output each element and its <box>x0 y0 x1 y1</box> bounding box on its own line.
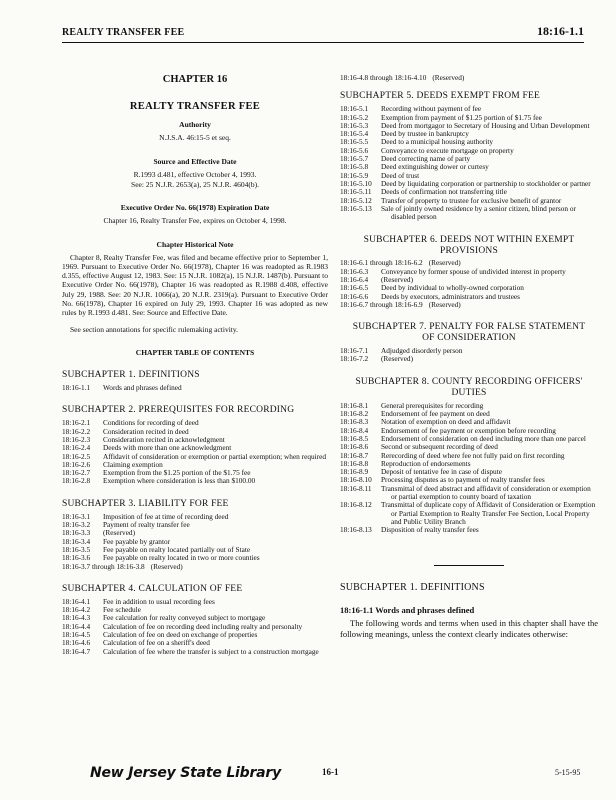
toc-entry-title: Deeds with more than one acknowledgment <box>103 443 232 453</box>
toc-entry-title: Recording without payment of fee <box>381 104 482 114</box>
right-column <box>340 74 598 640</box>
toc-entry-number: 18:16-3.6 <box>62 553 91 563</box>
toc-entry-number: 18:16-6.1 through 18:16-6.2 <box>340 258 423 268</box>
toc-entry-number: 18:16-8.4 <box>340 425 369 435</box>
left-column <box>62 74 328 656</box>
toc-entry <box>340 347 598 355</box>
toc-entry-number: 18:16-2.6 <box>62 459 91 469</box>
eo-text: Chapter 16, Realty Transfer Fee, expires on October 4, 1998. <box>103 216 287 226</box>
toc-entry-number: 18:16-8.1 <box>340 400 369 410</box>
toc-subchapter-3-title: SUBCHAPTER 3. LIABILITY FOR FEE <box>62 498 229 509</box>
chapter-number: CHAPTER 16 <box>162 74 228 85</box>
toc-entry-number: 18:16-8.6 <box>340 442 369 452</box>
toc-entry <box>340 355 598 363</box>
toc-entry-title: Deed by trustee in bankruptcy <box>381 129 469 139</box>
toc-entry-title: Reproduction of endorsements <box>381 458 471 468</box>
toc-entry-title: Conditions for recording of deed <box>103 418 199 428</box>
toc-entry-title: Exemption from payment of $1.25 portion of $1.75 fee <box>381 112 542 122</box>
toc-entry-title: Consideration recited in acknowledgment <box>103 434 225 444</box>
toc-entry-number: 18:16-8.9 <box>340 467 369 477</box>
toc-list-1 <box>62 384 328 392</box>
toc-subchapter-7-title-line-1: SUBCHAPTER 7. PENALTY FOR FALSE STATEMENT <box>352 322 586 333</box>
source-line-1: R.1993 d.481, effective October 4, 1993. <box>133 169 257 179</box>
toc-entry <box>62 419 328 427</box>
toc-entry-number: 18:16-8.13 <box>340 525 372 535</box>
toc-entry-number: 18:16-2.3 <box>62 434 91 444</box>
toc-entry-title: Consideration recited in deed <box>103 426 189 436</box>
toc-entry-number: 18:16-2.7 <box>62 468 91 478</box>
toc-entry-title: Imposition of fee at time of recording deed <box>103 511 229 521</box>
toc-subchapter-6-title-line-1: SUBCHAPTER 6. DEEDS NOT WITHIN EXEMPT <box>363 234 575 245</box>
toc-entry-number: 18:16-8.10 <box>340 475 372 485</box>
toc-entry-number: 18:16-5.13 <box>340 203 372 213</box>
toc-entry <box>340 301 598 309</box>
toc-entry-number: 18:16-4.7 <box>62 646 91 656</box>
toc-list-7 <box>340 347 598 364</box>
toc-list-8 <box>340 402 598 535</box>
toc-entry <box>340 74 598 82</box>
toc-entry-title: Fee in addition to usual recording fees <box>103 596 215 606</box>
toc-entry-title: Endorsement of consideration on deed including more than one parcel <box>381 433 586 443</box>
toc-entry-title: Deed correcting name of party <box>381 154 471 164</box>
toc-subchapter-5-title: SUBCHAPTER 5. DEEDS EXEMPT FROM FEE <box>340 91 541 102</box>
toc-entry-number: 18:16-5.5 <box>340 137 369 147</box>
toc-entry-title: Endorsement of fee payment on deed <box>381 408 490 418</box>
toc-entry-number: 18:16-4.4 <box>62 621 91 631</box>
toc-subchapter-2-title: SUBCHAPTER 2. PREREQUISITES FOR RECORDING <box>62 405 295 416</box>
source-line-2: See: 25 N.J.R. 2653(a), 25 N.J.R. 4604(b). <box>131 179 259 189</box>
toc-entry-title: Transfer of property to trustee for exclusive benefit of grantor <box>381 195 562 205</box>
toc-entry-number: 18:16-3.3 <box>62 528 91 538</box>
toc-entry-title: Deed extinguishing dower or curtesy <box>381 162 489 172</box>
toc-entry-number: 18:16-5.1 <box>340 104 369 114</box>
toc-entry-number: 18:16-3.7 through 18:16-3.8 <box>62 561 145 571</box>
body-subchapter-heading: SUBCHAPTER 1. DEFINITIONS <box>340 581 485 593</box>
toc-subchapter-6-title <box>340 235 598 257</box>
toc-entry <box>340 501 598 526</box>
page-number: 16-1 <box>322 767 339 777</box>
toc-entry-number: 18:16-7.1 <box>340 346 369 356</box>
source-heading: Source and Effective Date <box>153 156 237 166</box>
toc-entry <box>340 205 598 222</box>
toc-entry-title: Fee payable by grantor <box>103 536 171 546</box>
toc-entry-number: 18:16-4.2 <box>62 605 91 615</box>
toc-list-5 <box>340 105 598 221</box>
toc-entry <box>62 648 328 656</box>
toc-entry-title: Exemption where consideration is less than $100.00 <box>103 476 256 486</box>
toc-entry-number: 18:16-5.9 <box>340 170 369 180</box>
chapter-title: REALTY TRANSFER FEE <box>129 101 261 112</box>
toc-entry-title: Deeds by executors, administrators and trustees <box>381 291 521 301</box>
header-section-number: 18:16-1.1 <box>537 24 584 38</box>
toc-entry-title: Deposit of tentative fee in case of dispute <box>381 467 502 477</box>
toc-entry-title: (Reserved) <box>428 300 461 310</box>
toc-entry-title: Rerecording of deed where fee not fully paid on first recording <box>381 450 565 460</box>
toc-entry-title: Fee payable on realty located in two or more counties <box>103 553 260 563</box>
toc-entry-title: Disposition of realty transfer fees <box>381 525 479 535</box>
header-title: REALTY TRANSFER FEE <box>62 27 185 38</box>
toc-entry-title: Calculation of fee on recording deed including realty and personalty <box>103 621 303 631</box>
toc-entry <box>62 529 328 537</box>
toc-entry-title: Deeds of confirmation not transferring title <box>381 187 507 197</box>
toc-entry-number: 18:16-6.5 <box>340 283 369 293</box>
library-stamp: New Jersey State Library <box>90 765 282 781</box>
page-footer <box>0 765 616 785</box>
toc-entry <box>62 453 328 461</box>
toc-entry-number: 18:16-8.12 <box>340 500 372 510</box>
body-paragraph: The following words and terms when used in this chapter shall have the following meanings, unless the context clearly indicates otherwise: <box>340 618 598 639</box>
toc-entry-number: 18:16-8.8 <box>340 458 369 468</box>
authority-heading: Authority <box>179 120 211 129</box>
toc-entry-title: (Reserved) <box>381 275 414 285</box>
toc-entry-number: 18:16-4.8 through 18:16-4.10 <box>340 73 427 82</box>
toc-entry <box>340 526 598 534</box>
toc-entry-title: Calculation of fee on deed on exchange of properties <box>103 630 258 640</box>
toc-entry-title: Processing disputes as to payment of realty transfer fees <box>381 475 545 485</box>
toc-entry-title: Payment of realty transfer fee <box>103 520 190 530</box>
toc-entry <box>62 563 328 571</box>
toc-entry-title: (Reserved) <box>150 561 183 571</box>
toc-entry-number: 18:16-6.6 <box>340 291 369 301</box>
toc-entry-title: Exemption from the $1.25 portion of the $1.75 fee <box>103 468 251 478</box>
toc-subchapter-7-title-line-2: OF CONSIDERATION <box>422 333 516 344</box>
toc-entry <box>62 521 328 529</box>
toc-entry-title: Deed by liquidating corporation or partnership to stockholder or partner <box>381 179 591 189</box>
toc-entry-title: Second or subsequent recording of deed <box>381 442 498 452</box>
toc-entry-number: 18:16-5.6 <box>340 145 369 155</box>
toc-entry <box>62 598 328 606</box>
toc-list-6 <box>340 259 598 309</box>
toc-list-3 <box>62 513 328 571</box>
authority-text: N.J.S.A. 46:15-5 et seq. <box>159 133 231 142</box>
toc-entry <box>340 122 598 130</box>
toc-entry-title: Claiming exemption <box>103 459 163 469</box>
toc-entry-title: Fee schedule <box>103 605 141 615</box>
toc-entry-number: 18:16-2.4 <box>62 443 91 453</box>
toc-entry-title: Sale of jointly owned residence by a senior citizen, blind person or disabled person <box>381 203 576 222</box>
toc-entry-number: 18:16-5.8 <box>340 162 369 172</box>
toc-entry-number: 18:16-4.5 <box>62 630 91 640</box>
toc-entry-number: 18:16-2.8 <box>62 476 91 486</box>
toc-entry-title: Fee calculation for realty conveyed subject to mortgage <box>103 613 266 623</box>
toc-entry <box>62 477 328 485</box>
toc-entry-number: 18:16-5.7 <box>340 154 369 164</box>
toc-entry-number: 18:16-6.3 <box>340 266 369 276</box>
toc-entry-title: (Reserved) <box>432 73 465 82</box>
toc-entry-number: 18:16-5.12 <box>340 195 372 205</box>
toc-entry-title: Transmittal of duplicate copy of Affidavit of Consideration or Exemption or Partial Exemption to Realty Transfer Fee Section, Local Property and Public Utility Branch <box>381 500 596 527</box>
toc-entry-number: 18:16-8.3 <box>340 417 369 427</box>
toc-entry-number: 18:16-5.10 <box>340 179 372 189</box>
toc-entry <box>340 485 598 502</box>
toc-entry-number: 18:16-3.4 <box>62 536 91 546</box>
toc-entry-number: 18:16-4.3 <box>62 613 91 623</box>
toc-entry-number: 18:16-8.7 <box>340 450 369 460</box>
toc-entry-title: Notation of exemption on deed and affidavit <box>381 417 511 427</box>
toc-entry-title: Endorsement of fee payment or exemption before recording <box>381 425 556 435</box>
history-note: Chapter 8, Realty Transfer Fee, was filed and became effective prior to September 1, 1969. Pursuant to Executive Order No. 66(1978), Chapter 16 was readopted as R.1983 d.355, effective August 12, 1983. See: 15 N.J.R. 1082(a), 15 N.J.R. 1487(b). Pursuant to Executive Order No. 66(1978), Chapter 16 was readopted as R.1988 d.408, effective July 29, 1988. See: 20 N.J.R. 1066(a), 20 N.J.R. 2319(a). Pursuant to Executive Order No. 66(1978), Chapter 16 expired on July 29, 1993. Chapter 16 was adopted as new rules by R.1993 d.481. See: Source and Effective Date. <box>62 253 328 317</box>
toc-entry-number: 18:16-5.3 <box>340 120 369 130</box>
toc-entry-number: 18:16-3.5 <box>62 544 91 554</box>
toc-subchapter-8-title-line-1: SUBCHAPTER 8. COUNTY RECORDING OFFICERS' <box>355 376 583 387</box>
toc-heading: CHAPTER TABLE OF CONTENTS <box>135 348 255 358</box>
toc-entry-number: 18:16-3.1 <box>62 511 91 521</box>
toc-entry-number: 18:16-2.2 <box>62 426 91 436</box>
toc-entry <box>340 268 598 276</box>
toc-entry <box>62 384 328 392</box>
toc-entry-title: Words and phrases defined <box>103 383 182 393</box>
toc-entry-title: Calculation of fee on a sheriff's deed <box>103 638 210 648</box>
toc-entry-title: Calculation of fee where the transfer is subject to a construction mortgage <box>103 646 319 656</box>
toc-entry-title: Transmittal of deed abstract and affidavit of consideration or exemption or partial exemption to county board of taxation <box>381 483 591 502</box>
eo-heading: Executive Order No. 66(1978) Expiration Date <box>120 203 270 213</box>
toc-entry-title: Affidavit of consideration or exemption or partial exemption; when required <box>103 451 326 461</box>
toc-entry-title: Fee payable on realty located partially out of State <box>103 544 251 554</box>
toc-subchapter-1-title: SUBCHAPTER 1. DEFINITIONS <box>62 370 200 381</box>
toc-entry <box>340 163 598 171</box>
running-header <box>62 24 584 43</box>
toc-subchapter-4-title: SUBCHAPTER 4. CALCULATION OF FEE <box>62 583 243 594</box>
toc-entry-number: 18:16-4.6 <box>62 638 91 648</box>
toc-subchapter-6-title-line-2: PROVISIONS <box>440 245 498 256</box>
history-heading: Chapter Historical Note <box>156 240 234 249</box>
toc-subchapter-8-title <box>340 377 598 399</box>
body-section-heading: 18:16-1.1 Words and phrases defined <box>340 605 475 616</box>
toc-entry-number: 18:16-2.1 <box>62 418 91 428</box>
section-divider <box>434 565 504 566</box>
toc-entry-number: 18:16-8.5 <box>340 433 369 443</box>
see-also-note: See section annotations for specific rulemaking activity. <box>70 324 239 334</box>
toc-entry-number: 18:16-5.11 <box>340 187 372 197</box>
toc-entry-title: Conveyance to execute mortgage on property <box>381 145 514 155</box>
toc-entry-number: 18:16-7.2 <box>340 354 369 364</box>
toc-subchapter-8-title-line-2: DUTIES <box>451 387 487 398</box>
toc-subchapter-7-title <box>340 322 598 344</box>
toc-list-4 <box>62 598 328 656</box>
toc-entry-number: 18:16-5.2 <box>340 112 369 122</box>
toc-entry-number: 18:16-8.2 <box>340 408 369 418</box>
toc-entry-title: Deed from mortgagor to Secretary of Housing and Urban Development <box>381 120 590 130</box>
toc-entry-title: General prerequisites for recording <box>381 400 484 410</box>
toc-entry-title: (Reserved) <box>381 354 414 364</box>
toc-list-2 <box>62 419 328 486</box>
toc-entry-title: (Reserved) <box>428 258 461 268</box>
toc-entry-number: 18:16-6.4 <box>340 275 369 285</box>
toc-entry-number: 18:16-6.7 through 18:16-6.9 <box>340 300 423 310</box>
toc-entry-title: Conveyance by former spouse of undivided interest in property <box>381 266 566 276</box>
toc-entry <box>62 513 328 521</box>
toc-entry-title: Deed by individual to wholly-owned corporation <box>381 283 524 293</box>
toc-entry-title: Deed of trust <box>381 170 420 180</box>
toc-entry-title: (Reserved) <box>103 528 136 538</box>
toc-entry-number: 18:16-8.11 <box>340 483 372 493</box>
toc-entry-number: 18:16-5.4 <box>340 129 369 139</box>
toc-entry-number: 18:16-3.2 <box>62 520 91 530</box>
page-date: 5-15-95 <box>555 768 581 777</box>
toc-entry-title: Deed to a municipal housing authority <box>381 137 494 147</box>
toc-entry-number: 18:16-1.1 <box>62 383 91 393</box>
toc-entry-title: Adjudged disorderly person <box>381 346 463 356</box>
toc-entry-number: 18:16-2.5 <box>62 451 91 461</box>
toc-entry-number: 18:16-4.1 <box>62 596 91 606</box>
